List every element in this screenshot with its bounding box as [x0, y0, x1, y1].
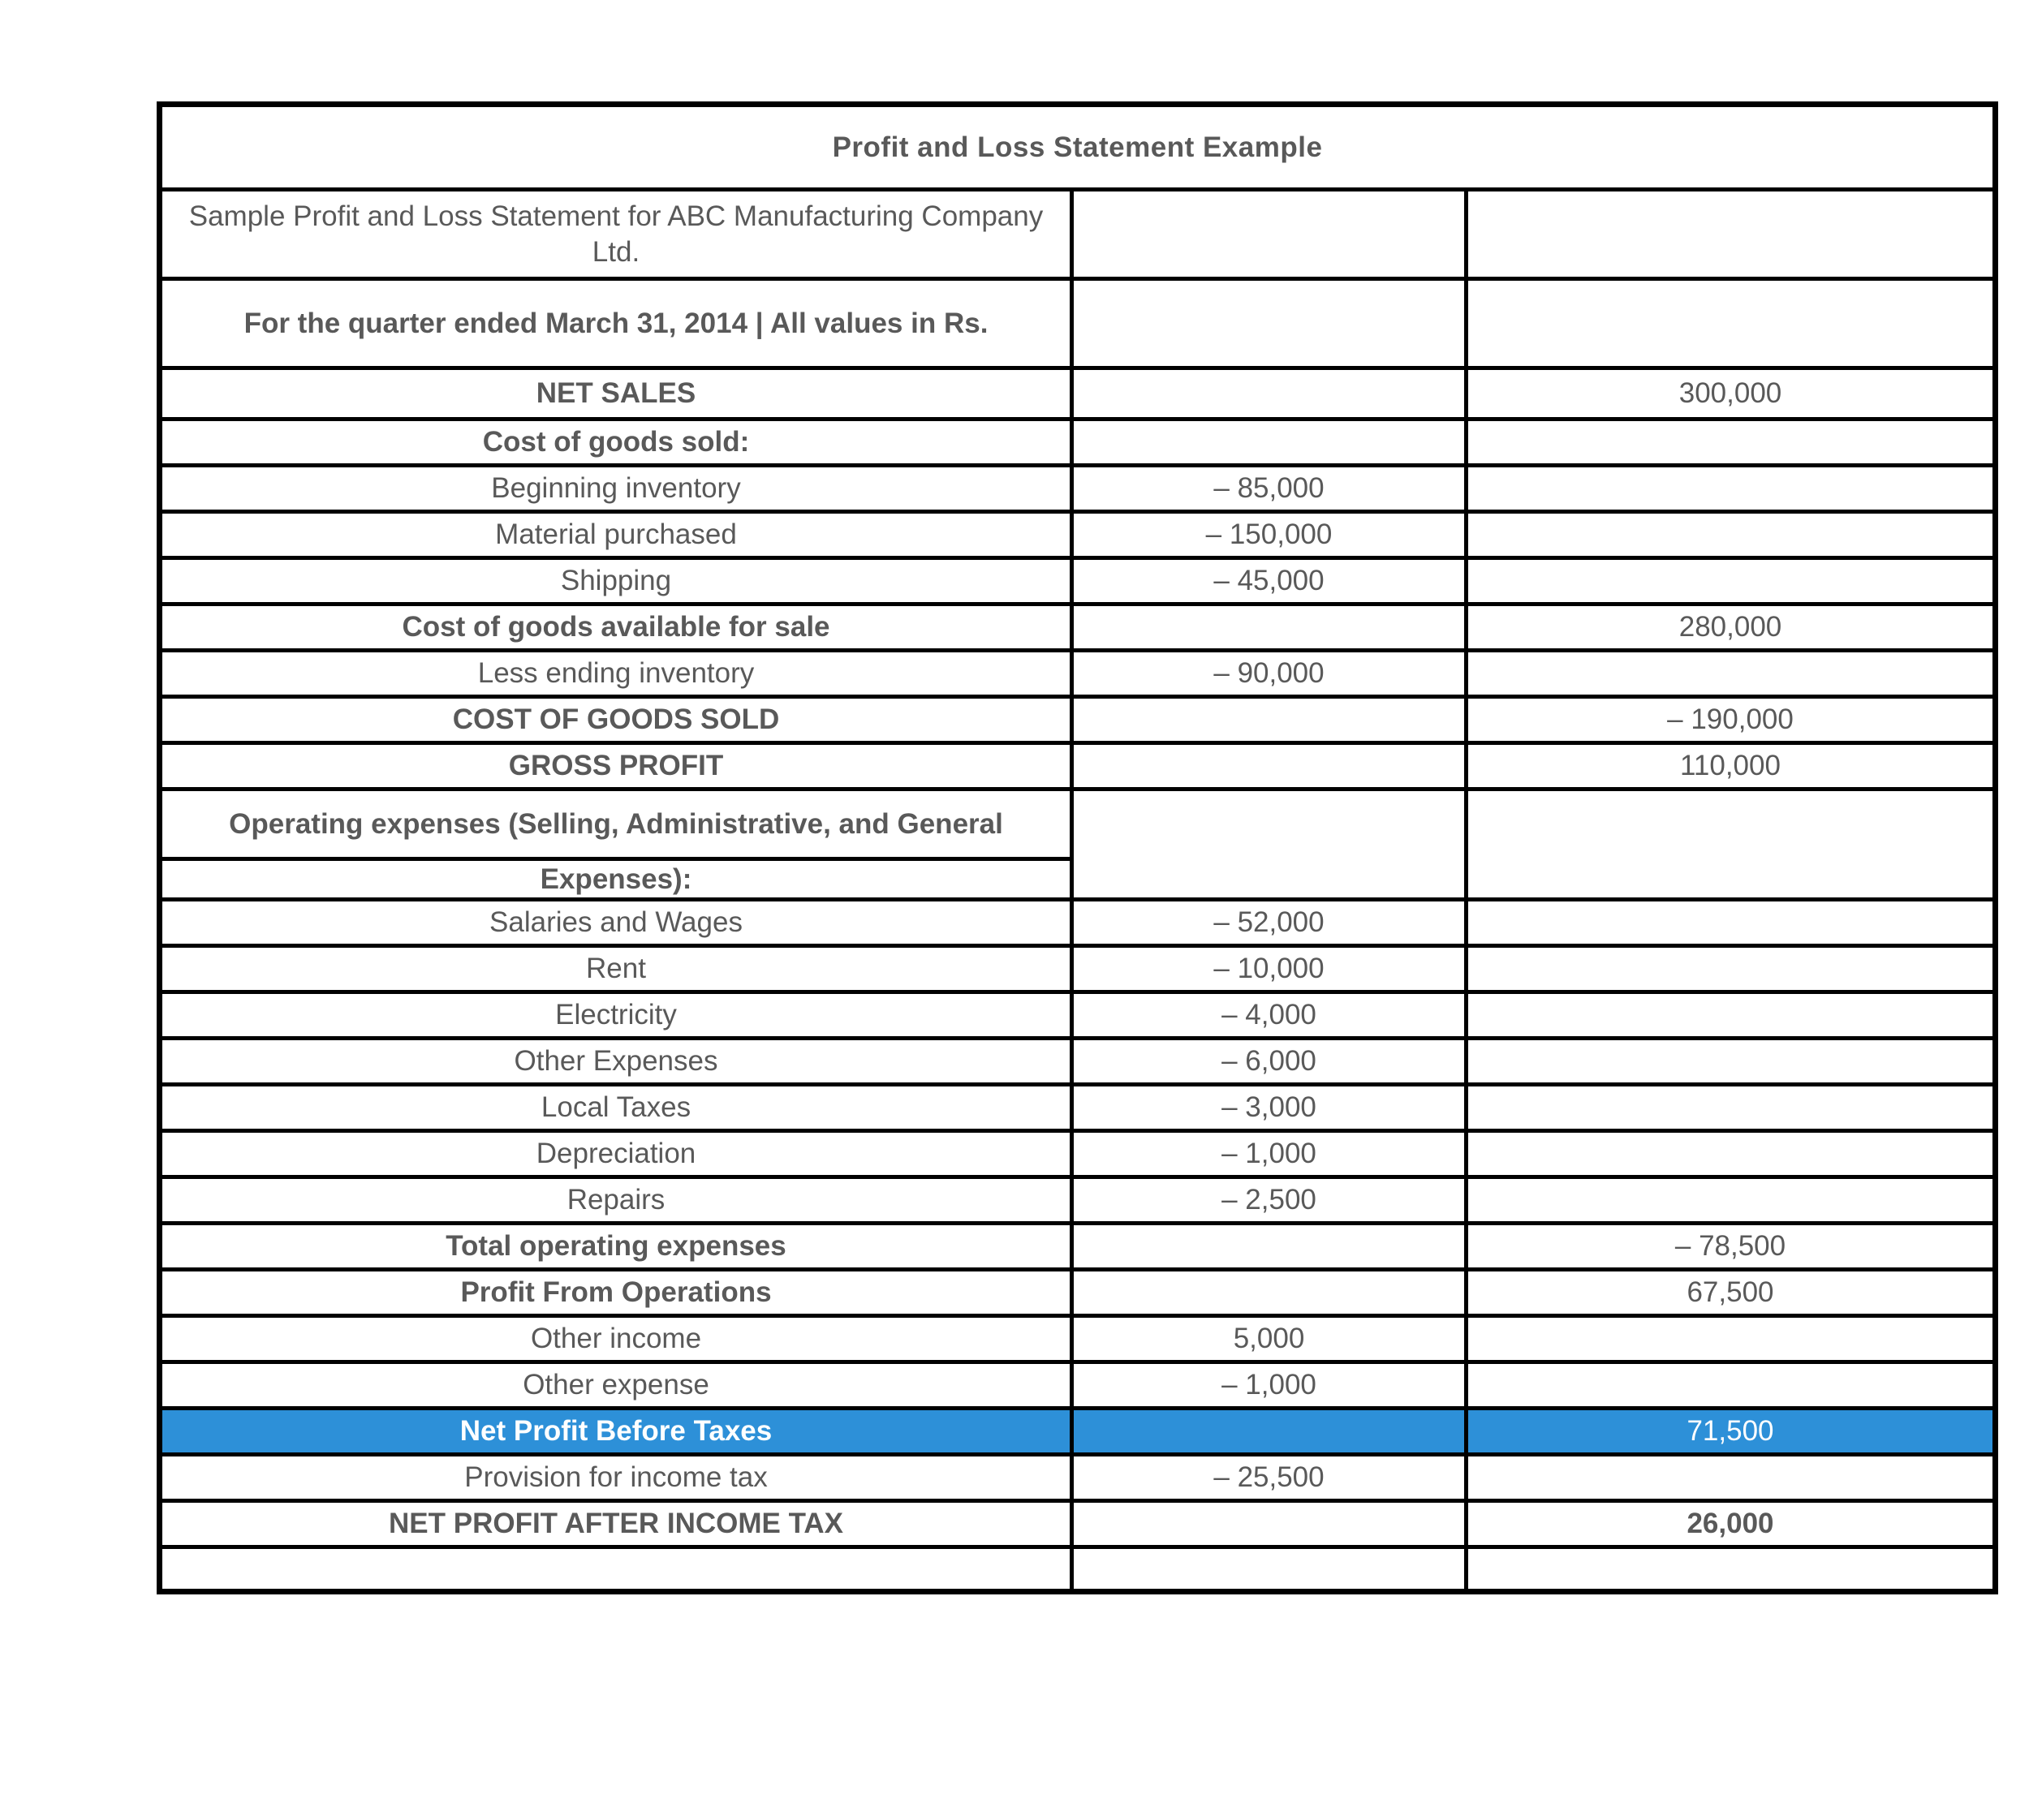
- cost-of-goods-sold-header-total: [1467, 420, 1996, 466]
- repairs-total: [1467, 1177, 1996, 1224]
- beginning-inventory-amount: – 85,000: [1072, 466, 1467, 512]
- table-row-repairs: [160, 1177, 1996, 1224]
- rent-amount: – 10,000: [1072, 946, 1467, 992]
- statement-subtitle-label: Sample Profit and Loss Statement for ABC Manufacturing Company Ltd.: [160, 190, 1072, 279]
- other-income-total: [1467, 1316, 1996, 1362]
- electricity-total: [1467, 992, 1996, 1039]
- table-row-cost-of-goods-sold-header: [160, 420, 1996, 466]
- provision-for-income-tax-total: [1467, 1455, 1996, 1501]
- rent-total: [1467, 946, 1996, 992]
- operating-expenses-header-line1-total: [1467, 790, 1996, 900]
- operating-expenses-header-line1-label: Operating expenses (Selling, Administrative, and General: [160, 790, 1072, 859]
- cost-of-goods-available-label: Cost of goods available for sale: [160, 605, 1072, 651]
- salaries-and-wages-amount: – 52,000: [1072, 900, 1467, 946]
- table-row-total-operating-expenses: [160, 1224, 1996, 1270]
- statement-period-amount: [1072, 279, 1467, 368]
- table-row-gross-profit: [160, 743, 1996, 790]
- rent-label: Rent: [160, 946, 1072, 992]
- other-expenses-total: [1467, 1039, 1996, 1085]
- material-purchased-total: [1467, 512, 1996, 558]
- table-row-less-ending-inventory: [160, 651, 1996, 697]
- other-income-label: Other income: [160, 1316, 1072, 1362]
- material-purchased-amount: – 150,000: [1072, 512, 1467, 558]
- shipping-label: Shipping: [160, 558, 1072, 605]
- provision-for-income-tax-label: Provision for income tax: [160, 1455, 1072, 1501]
- table-row-provision-for-income-tax: [160, 1455, 1996, 1501]
- page-title: Profit and Loss Statement Example: [160, 105, 1996, 190]
- less-ending-inventory-label: Less ending inventory: [160, 651, 1072, 697]
- local-taxes-label: Local Taxes: [160, 1085, 1072, 1131]
- table-row-cost-of-goods-sold: [160, 697, 1996, 743]
- electricity-label: Electricity: [160, 992, 1072, 1039]
- blank-row-total: [1467, 1547, 1996, 1592]
- repairs-amount: – 2,500: [1072, 1177, 1467, 1224]
- operating-expenses-header-line2-label: Expenses):: [160, 859, 1072, 900]
- net-profit-before-taxes-label: Net Profit Before Taxes: [160, 1409, 1072, 1455]
- table-row-profit-from-operations: [160, 1270, 1996, 1316]
- depreciation-label: Depreciation: [160, 1131, 1072, 1177]
- profit-from-operations-total: 67,500: [1467, 1270, 1996, 1316]
- gross-profit-amount: [1072, 743, 1467, 790]
- material-purchased-label: Material purchased: [160, 512, 1072, 558]
- beginning-inventory-label: Beginning inventory: [160, 466, 1072, 512]
- shipping-amount: – 45,000: [1072, 558, 1467, 605]
- table-row-material-purchased: [160, 512, 1996, 558]
- total-operating-expenses-label: Total operating expenses: [160, 1224, 1072, 1270]
- statement-subtitle-amount: [1072, 190, 1467, 279]
- shipping-total: [1467, 558, 1996, 605]
- table-row-operating-expenses-header-line1: [160, 790, 1996, 859]
- statement-period-label: For the quarter ended March 31, 2014 | All values in Rs.: [160, 279, 1072, 368]
- net-profit-before-taxes-total: 71,500: [1467, 1409, 1996, 1455]
- table-row-cost-of-goods-available: [160, 605, 1996, 651]
- operating-expenses-header-line1-amount: [1072, 790, 1467, 900]
- statement-period-total: [1467, 279, 1996, 368]
- cost-of-goods-sold-label: COST OF GOODS SOLD: [160, 697, 1072, 743]
- net-sales-total: 300,000: [1467, 368, 1996, 420]
- profit-from-operations-label: Profit From Operations: [160, 1270, 1072, 1316]
- net-profit-after-income-tax-label: NET PROFIT AFTER INCOME TAX: [160, 1501, 1072, 1547]
- table-row-blank-row: [160, 1547, 1996, 1592]
- local-taxes-amount: – 3,000: [1072, 1085, 1467, 1131]
- net-profit-after-income-tax-amount: [1072, 1501, 1467, 1547]
- table-row-statement-subtitle: [160, 190, 1996, 279]
- table-row-depreciation: [160, 1131, 1996, 1177]
- statement-subtitle-total: [1467, 190, 1996, 279]
- table-row-net-profit-after-income-tax: [160, 1501, 1996, 1547]
- repairs-label: Repairs: [160, 1177, 1072, 1224]
- less-ending-inventory-total: [1467, 651, 1996, 697]
- gross-profit-total: 110,000: [1467, 743, 1996, 790]
- beginning-inventory-total: [1467, 466, 1996, 512]
- total-operating-expenses-total: – 78,500: [1467, 1224, 1996, 1270]
- gross-profit-label: GROSS PROFIT: [160, 743, 1072, 790]
- salaries-and-wages-total: [1467, 900, 1996, 946]
- other-expense-label: Other expense: [160, 1362, 1072, 1409]
- cost-of-goods-sold-total: – 190,000: [1467, 697, 1996, 743]
- table-row-other-income: [160, 1316, 1996, 1362]
- blank-row-amount: [1072, 1547, 1467, 1592]
- table-row-beginning-inventory: [160, 466, 1996, 512]
- table-row-statement-title: [160, 105, 1996, 190]
- table-row-statement-period: [160, 279, 1996, 368]
- other-income-amount: 5,000: [1072, 1316, 1467, 1362]
- table-row-local-taxes: [160, 1085, 1996, 1131]
- table-row-net-sales: [160, 368, 1996, 420]
- depreciation-total: [1467, 1131, 1996, 1177]
- table-row-other-expenses: [160, 1039, 1996, 1085]
- salaries-and-wages-label: Salaries and Wages: [160, 900, 1072, 946]
- local-taxes-total: [1467, 1085, 1996, 1131]
- table-row-shipping: [160, 558, 1996, 605]
- table-row-rent: [160, 946, 1996, 992]
- net-sales-amount: [1072, 368, 1467, 420]
- cost-of-goods-sold-header-label: Cost of goods sold:: [160, 420, 1072, 466]
- less-ending-inventory-amount: – 90,000: [1072, 651, 1467, 697]
- cost-of-goods-sold-amount: [1072, 697, 1467, 743]
- cost-of-goods-sold-header-amount: [1072, 420, 1467, 466]
- net-sales-label: NET SALES: [160, 368, 1072, 420]
- table-row-salaries-and-wages: [160, 900, 1996, 946]
- net-profit-before-taxes-amount: [1072, 1409, 1467, 1455]
- cost-of-goods-available-total: 280,000: [1467, 605, 1996, 651]
- other-expense-amount: – 1,000: [1072, 1362, 1467, 1409]
- other-expenses-amount: – 6,000: [1072, 1039, 1467, 1085]
- other-expenses-label: Other Expenses: [160, 1039, 1072, 1085]
- electricity-amount: – 4,000: [1072, 992, 1467, 1039]
- depreciation-amount: – 1,000: [1072, 1131, 1467, 1177]
- profit-from-operations-amount: [1072, 1270, 1467, 1316]
- net-profit-after-income-tax-total: 26,000: [1467, 1501, 1996, 1547]
- blank-row-label: [160, 1547, 1072, 1592]
- table-row-net-profit-before-taxes: [160, 1409, 1996, 1455]
- other-expense-total: [1467, 1362, 1996, 1409]
- table-row-other-expense: [160, 1362, 1996, 1409]
- provision-for-income-tax-amount: – 25,500: [1072, 1455, 1467, 1501]
- table-row-electricity: [160, 992, 1996, 1039]
- profit-loss-statement-table: [157, 101, 1998, 1594]
- cost-of-goods-available-amount: [1072, 605, 1467, 651]
- total-operating-expenses-amount: [1072, 1224, 1467, 1270]
